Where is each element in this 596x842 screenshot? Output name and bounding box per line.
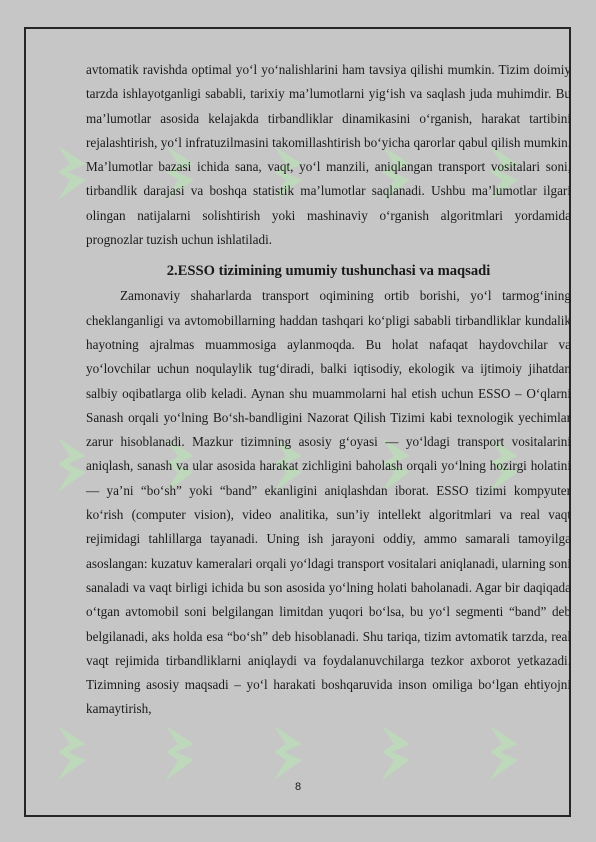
watermark-logo-icon	[52, 720, 92, 786]
watermark-logo-icon	[484, 720, 524, 786]
watermark-logo-icon	[160, 720, 200, 786]
body-paragraph: Zamonaviy shaharlarda transport oqimining ortib borishi, yo‘l tarmog‘ining cheklanganligi va avtomobillarning haddan tashqari ko‘pligi sababli tirbandliklar kundalik hayotning ajralmas muammosiga aylanmoqda. Bu holat nafaqat haydovchilar va yo‘lovchilar uchun noqulaylik tug‘diradi, balki iqtisodiy, ekologik va ijtimoiy jihatdan salbiy oqibatlarga olib keladi. Aynan shu muammolarni hal etish uchun ESSO – O‘qlarni Sanash orqali yo‘lning Bo‘sh-bandligini Nazorat Qilish Tizimi kabi texnologik yechimlar zarur hisoblanadi. Mazkur tizimning asosiy g‘oyasi — yo‘ldagi transport vositalarini aniqlash, sanash va ular asosida harakat zichligini baholash orqali yo‘lning hozirgi holatini — ya’ni “bo‘sh” yoki “band” ekanligini aniqlashdan iborat. ESSO tizimi kompyuter ko‘rish (computer vision), video analitika, sun’iy intellekt algoritmlari va real vaqt rejimidagi tahlillarga tayanadi. Uning ish jarayoni oddiy, ammo samarali tamoyilga asoslangan: kuzatuv kameralari orqali yo‘ldagi transport vositalari aniqlanadi, ularning soni sanaladi va vaqt birligi ichida bu son asosida yo‘lning holati baholanadi. Agar bir daqiqada o‘tgan avtomobil soni belgilangan limitdan yuqori bo‘lsa, bu yo‘l segmenti “band” deb belgilanadi, aks holda esa “bo‘sh” deb hisoblanadi. Shu tariqa, tizim avtomatik tarzda, real vaqt rejimida tirbandliklarni aniqlaydi va foydalanuvchilarga tezkor axborot yetkazadi. Tizimning asosiy maqsadi – yo‘l harakati boshqaruvida inson omiliga bo‘lgan ehtiyojni kamaytirish,	[86, 288, 571, 717]
section-heading: 2.ESSO tizimining umumiy tushunchasi va maqsadi	[166, 263, 491, 280]
watermark-logo-icon	[376, 720, 416, 786]
page-body	[86, 58, 571, 722]
page-number: 8	[294, 781, 302, 793]
body-paragraph: avtomatik ravishda optimal yo‘l yo‘nalishlarini ham tavsiya qilishi mumkin. Tizim doimiy tarzda ishlayotganligi sababli, tarixiy ma’lumotlarni yig‘ish va saqlash juda muhimdir. Bu ma’lumotlar asosida kelajakda tirbandliklar dinamikasini o‘rganish, harakat tartibini rejalashtirish, yo‘l infratuzilmasini takomillashtirish bo‘yicha qarorlar qabul qilish mumkin. Ma’lumotlar bazasi ichida sana, vaqt, yo‘l manzili, aniqlangan transport vositalari soni, tirbandlik darajasi va boshqa statistik ma’lumotlar saqlanadi. Ushbu ma’lumotlar ilgari olingan natijalarni solishtirish yoki mashinaviy o‘rganish algoritmlari yordamida prognozlar tuzish uchun ishlatiladi.	[86, 62, 571, 248]
watermark-logo-icon	[268, 720, 308, 786]
